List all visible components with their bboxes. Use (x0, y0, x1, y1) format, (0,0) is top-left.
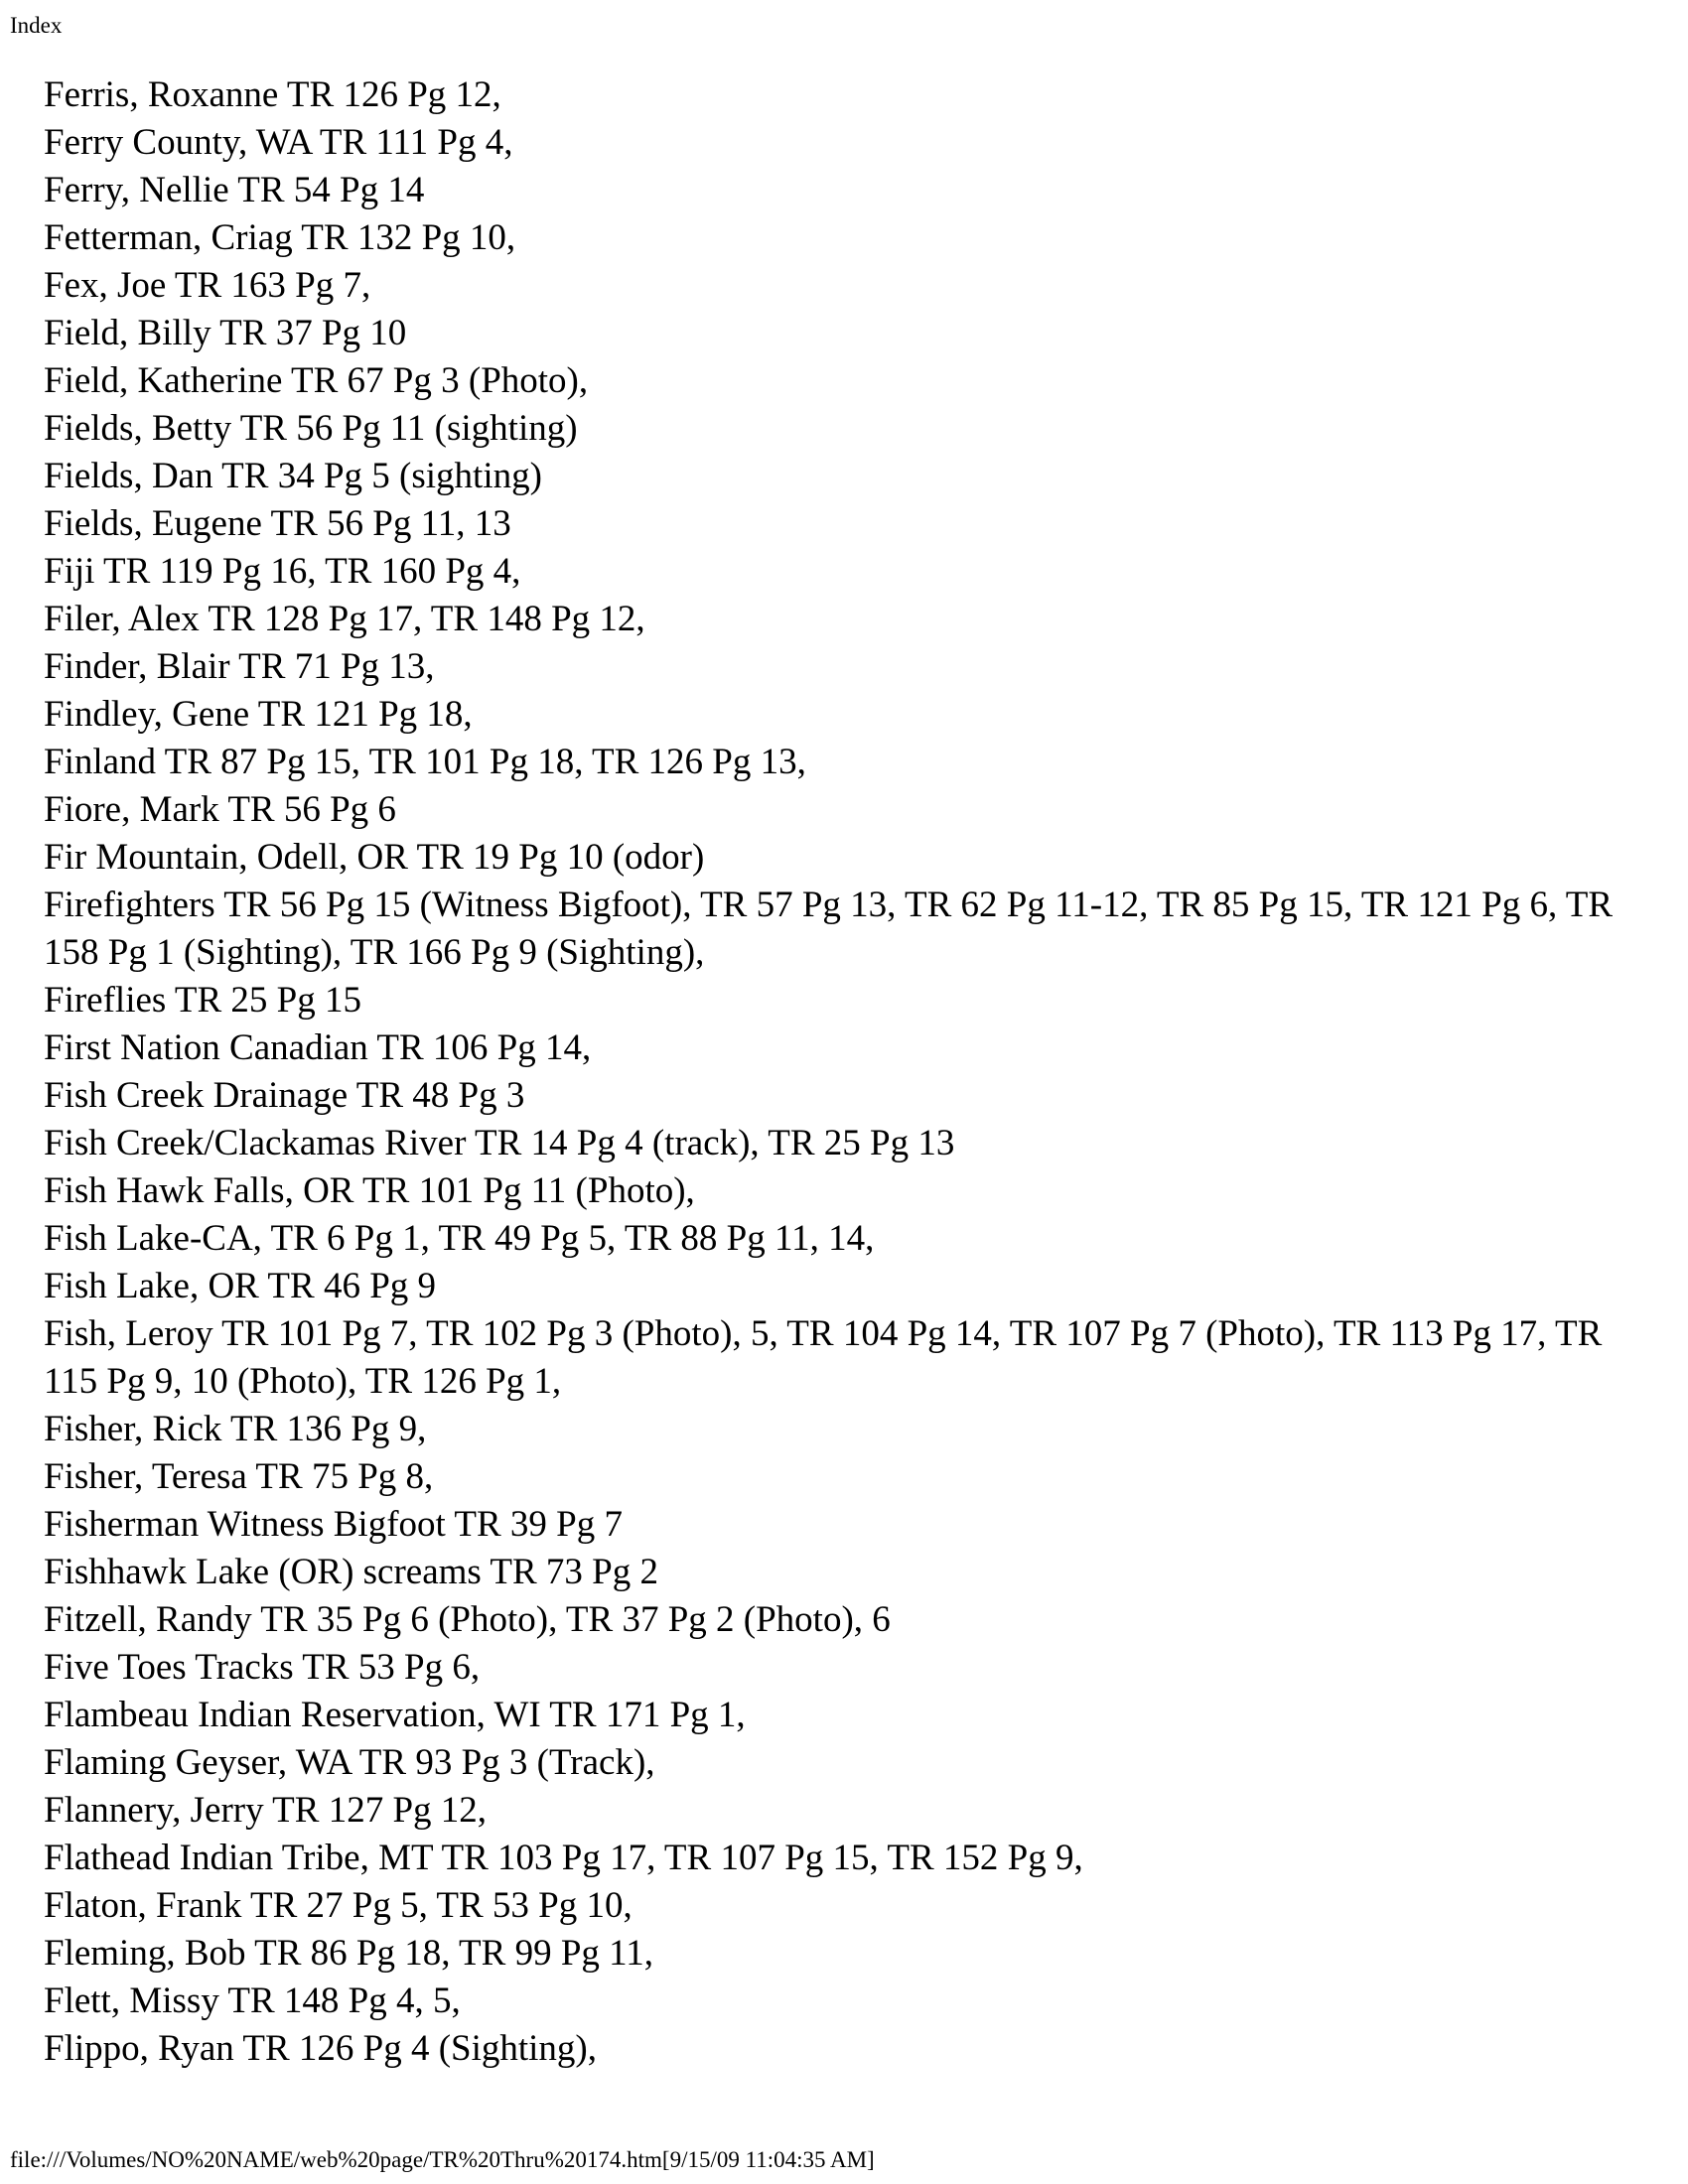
page-header-title: Index (10, 13, 63, 38)
index-entry: Fish Lake-CA, TR 6 Pg 1, TR 49 Pg 5, TR 88 Pg 11, 14, (44, 1218, 875, 1259)
index-entry: Fleming, Bob TR 86 Pg 18, TR 99 Pg 11, (44, 1933, 654, 1974)
index-entry: Fish Creek/Clackamas River TR 14 Pg 4 (track), TR 25 Pg 13 (44, 1123, 955, 1163)
index-entry: Ferris, Roxanne TR 126 Pg 12, (44, 74, 501, 115)
index-entry: Fex, Joe TR 163 Pg 7, (44, 265, 371, 306)
page-footer-path: file:///Volumes/NO%20NAME/web%20page/TR%20Thru%20174.htm[9/15/09 11:04:35 AM] (10, 2147, 875, 2172)
index-entry: Fetterman, Criag TR 132 Pg 10, (44, 217, 516, 258)
index-entry: Fiji TR 119 Pg 16, TR 160 Pg 4, (44, 551, 521, 592)
index-entry: Fir Mountain, Odell, OR TR 19 Pg 10 (odor) (44, 837, 705, 878)
index-entry: Fish Hawk Falls, OR TR 101 Pg 11 (Photo), (44, 1170, 695, 1211)
index-entry: Finland TR 87 Pg 15, TR 101 Pg 18, TR 126 Pg 13, (44, 742, 806, 782)
index-entry: Fields, Betty TR 56 Pg 11 (sighting) (44, 408, 578, 449)
index-entry: Fisher, Rick TR 136 Pg 9, (44, 1409, 427, 1449)
index-entry: Fish, Leroy TR 101 Pg 7, TR 102 Pg 3 (Photo), 5, TR 104 Pg 14, TR 107 Pg 7 (Photo), TR 113 Pg 17, TR 115 Pg 9, 10 (Photo), TR 126 Pg 1, (44, 1313, 1603, 1402)
index-entry: First Nation Canadian TR 106 Pg 14, (44, 1027, 592, 1068)
index-entry: Field, Katherine TR 67 Pg 3 (Photo), (44, 360, 589, 401)
index-entry: Flippo, Ryan TR 126 Pg 4 (Sighting), (44, 2028, 598, 2069)
index-entry: Fields, Eugene TR 56 Pg 11, 13 (44, 503, 511, 544)
index-entry: Findley, Gene TR 121 Pg 18, (44, 694, 473, 735)
index-entry: Fish Creek Drainage TR 48 Pg 3 (44, 1075, 525, 1116)
index-entry: Flannery, Jerry TR 127 Pg 12, (44, 1790, 488, 1831)
index-entry: Fishhawk Lake (OR) screams TR 73 Pg 2 (44, 1552, 658, 1592)
index-entry: Ferry, Nellie TR 54 Pg 14 (44, 170, 425, 210)
index-entry: Fish Lake, OR TR 46 Pg 9 (44, 1266, 437, 1306)
index-entry: Finder, Blair TR 71 Pg 13, (44, 646, 435, 687)
index-entry: Field, Billy TR 37 Pg 10 (44, 313, 407, 353)
index-entry: Fitzell, Randy TR 35 Pg 6 (Photo), TR 37 Pg 2 (Photo), 6 (44, 1599, 891, 1640)
index-entry: Five Toes Tracks TR 53 Pg 6, (44, 1647, 481, 1688)
index-entry: Fields, Dan TR 34 Pg 5 (sighting) (44, 456, 542, 496)
index-entry: Flaton, Frank TR 27 Pg 5, TR 53 Pg 10, (44, 1885, 633, 1926)
index-entry: Fiore, Mark TR 56 Pg 6 (44, 789, 396, 830)
index-entry: Flathead Indian Tribe, MT TR 103 Pg 17, TR 107 Pg 15, TR 152 Pg 9, (44, 1838, 1083, 1878)
index-entry: Flaming Geyser, WA TR 93 Pg 3 (Track), (44, 1742, 655, 1783)
index-entry: Flett, Missy TR 148 Pg 4, 5, (44, 1980, 461, 2021)
index-entry-list (44, 71, 1652, 2073)
index-entry: Fisherman Witness Bigfoot TR 39 Pg 7 (44, 1504, 624, 1545)
index-entry: Filer, Alex TR 128 Pg 17, TR 148 Pg 12, (44, 599, 645, 639)
index-entry: Fireflies TR 25 Pg 15 (44, 980, 361, 1021)
index-entry: Flambeau Indian Reservation, WI TR 171 Pg 1, (44, 1695, 746, 1735)
index-entry: Fisher, Teresa TR 75 Pg 8, (44, 1456, 434, 1497)
index-entry: Ferry County, WA TR 111 Pg 4, (44, 122, 513, 163)
index-entry: Firefighters TR 56 Pg 15 (Witness Bigfoot), TR 57 Pg 13, TR 62 Pg 11-12, TR 85 Pg 15, TR 121 Pg 6, TR 158 Pg 1 (Sighting), TR 166 Pg 9 (Sighting), (44, 885, 1614, 973)
